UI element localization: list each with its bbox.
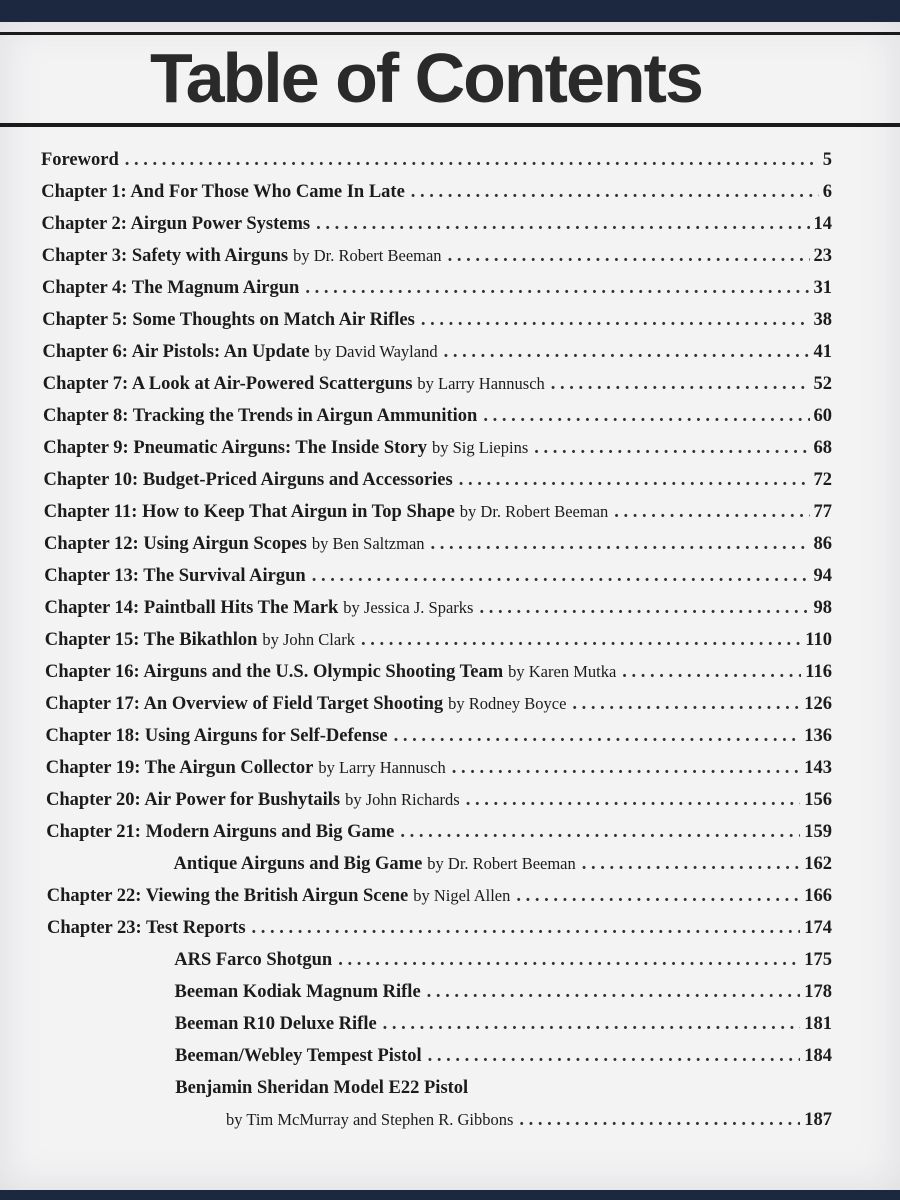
toc-page-number: 126	[804, 694, 832, 714]
toc-page-number: 31	[813, 278, 832, 298]
toc-entry	[46, 758, 832, 779]
toc-entry-author: by Larry Hannusch	[318, 758, 446, 777]
toc-entry-author: by Dr. Robert Beeman	[293, 246, 442, 265]
toc-entry-title: Chapter 23: Test Reports	[47, 918, 246, 938]
dot-leader	[448, 246, 810, 267]
toc-entry-title: Chapter 19: The Airgun Collector	[45, 758, 314, 778]
toc-entry-title: Chapter 16: Airguns and the U.S. Olympic Shooting Team	[45, 662, 504, 682]
dot-leader	[459, 470, 810, 491]
dot-leader	[411, 182, 819, 203]
toc-entry	[43, 406, 832, 427]
dot-leader	[361, 630, 801, 651]
toc-entry-title: Chapter 9: Pneumatic Airguns: The Inside Story	[43, 438, 427, 458]
dot-leader	[572, 694, 800, 715]
toc-entry-author: by Karen Mutka	[508, 662, 617, 681]
dot-leader	[534, 438, 809, 459]
toc-entry	[45, 630, 832, 651]
toc-entry	[175, 982, 833, 1003]
dot-leader	[305, 278, 809, 299]
toc-page-number: 136	[804, 726, 832, 746]
toc-entry-title: Beeman R10 Deluxe Rifle	[174, 1014, 377, 1034]
toc-entry	[45, 694, 832, 715]
toc-entry-title: Chapter 13: The Survival Airgun	[44, 566, 306, 586]
toc-page-number: 175	[804, 950, 832, 970]
toc-page-number: 38	[813, 310, 832, 330]
toc-entry-title: Beeman Kodiak Magnum Rifle	[174, 982, 421, 1002]
dot-leader	[452, 758, 801, 779]
toc-page-number: 110	[805, 630, 832, 650]
toc-page-number: 159	[804, 822, 832, 842]
toc-entry-title: Chapter 21: Modern Airguns and Big Game	[46, 822, 395, 842]
toc-page-number: 72	[813, 470, 832, 490]
toc-entry	[42, 246, 832, 267]
toc-entry-title: Chapter 11: How to Keep That Airgun in Top Shape	[43, 502, 455, 522]
toc-entry-author: by Larry Hannusch	[417, 374, 545, 393]
toc-entry-author: by Dr. Robert Beeman	[459, 502, 609, 521]
toc-page-number: 14	[813, 214, 832, 234]
dot-leader	[252, 918, 801, 939]
toc-page-number: 94	[813, 566, 832, 586]
toc-entry	[175, 1046, 832, 1067]
toc-page-number: 184	[804, 1046, 832, 1066]
toc-page-number: 52	[813, 374, 832, 394]
toc-page-number: 174	[804, 918, 832, 938]
toc-page-number: 60	[813, 406, 832, 426]
toc-entry-title: Chapter 10: Budget-Priced Airguns and Accessories	[43, 470, 453, 490]
dot-leader	[312, 566, 810, 587]
toc-entry-title: Chapter 3: Safety with Airguns	[41, 246, 289, 266]
toc-entry	[41, 150, 832, 171]
toc-entry-title: Chapter 20: Air Power for Bushytails	[46, 790, 341, 810]
toc-entry-title: Chapter 18: Using Airguns for Self-Defense	[45, 726, 388, 746]
toc-page-number: 187	[804, 1110, 832, 1130]
book-page	[0, 22, 900, 1190]
toc-entry	[174, 854, 833, 875]
toc-entry	[175, 1014, 832, 1035]
dot-leader	[316, 214, 809, 235]
toc-page-number: 156	[804, 790, 832, 810]
toc-entry	[41, 182, 832, 203]
dot-leader	[516, 886, 800, 907]
dot-leader	[421, 310, 810, 331]
toc-entry-title: Beeman/Webley Tempest Pistol	[175, 1046, 422, 1066]
toc-entry-title: Chapter 1: And For Those Who Came In Late	[41, 182, 405, 202]
dot-leader	[383, 1014, 801, 1035]
dot-leader	[551, 374, 810, 395]
dot-leader	[431, 534, 810, 555]
toc-entry-title: Chapter 22: Viewing the British Airgun Scene	[46, 886, 409, 906]
toc-entry-title: Antique Airguns and Big Game	[173, 854, 423, 874]
toc-page-number: 178	[804, 982, 832, 1002]
toc-entry-author: by Rodney Boyce	[448, 694, 567, 713]
toc-page-number: 98	[813, 598, 832, 618]
toc-page-number: 68	[813, 438, 832, 458]
top-rule	[0, 32, 900, 35]
toc-entry-title: Foreword	[41, 150, 119, 170]
toc-entry-title: Chapter 12: Using Airgun Scopes	[44, 534, 307, 554]
title-underline	[0, 123, 900, 127]
toc-page-number: 116	[805, 662, 832, 682]
dot-leader	[582, 854, 801, 875]
toc-entry-author: by Jessica J. Sparks	[343, 598, 474, 617]
toc-entry	[47, 918, 832, 939]
toc-entry	[42, 214, 833, 235]
toc-page-number: 77	[813, 502, 832, 522]
toc-entry-continuation	[226, 1110, 832, 1131]
toc-entry	[44, 470, 833, 491]
toc-page-number: 181	[804, 1014, 832, 1034]
toc-entry-title: Chapter 2: Airgun Power Systems	[41, 214, 311, 234]
toc-page-number: 41	[813, 342, 832, 362]
toc-entry-title: Chapter 17: An Overview of Field Target Shooting	[45, 694, 444, 714]
toc-entry	[43, 374, 832, 395]
toc-entry	[46, 822, 832, 843]
toc-entry-title: Chapter 6: Air Pistols: An Update	[42, 342, 310, 362]
toc-page-number: 23	[813, 246, 832, 266]
dot-leader	[479, 598, 809, 619]
toc-page-number: 143	[804, 758, 832, 778]
dot-leader	[622, 662, 801, 683]
dot-leader	[614, 502, 809, 523]
dot-leader	[466, 790, 801, 811]
dot-leader	[444, 342, 810, 363]
toc-page-number: 86	[813, 534, 832, 554]
dot-leader	[400, 822, 800, 843]
toc-entry-author: by Sig Liepins	[431, 438, 529, 457]
toc-entry-title: Benjamin Sheridan Model E22 Pistol	[175, 1078, 469, 1098]
toc-entry-title: Chapter 14: Paintball Hits The Mark	[44, 598, 339, 618]
toc-entry-title: Chapter 15: The Bikathlon	[44, 630, 258, 650]
toc-entry-title: Chapter 7: A Look at Air-Powered Scatterguns	[42, 374, 413, 394]
toc-entry	[45, 662, 832, 683]
toc-entry-title: Chapter 4: The Magnum Airgun	[42, 278, 300, 298]
toc-entry	[44, 566, 832, 587]
toc-entry-author: by Tim McMurray and Stephen R. Gibbons	[226, 1110, 514, 1129]
toc-entry-author: by Ben Saltzman	[311, 534, 425, 553]
dot-leader	[338, 950, 800, 971]
dot-leader	[428, 1046, 801, 1067]
toc-page-number: 166	[804, 886, 832, 906]
toc-entry-author: by Nigel Allen	[413, 886, 511, 905]
toc-entry-author: by John Clark	[262, 630, 355, 649]
dot-leader	[125, 150, 819, 171]
toc-entry	[42, 310, 832, 331]
toc-entry-title: Chapter 8: Tracking the Trends in Airgun Ammunition	[43, 406, 478, 426]
toc-entry	[46, 726, 833, 747]
dot-leader	[483, 406, 809, 427]
toc-page-number: 5	[822, 150, 832, 170]
toc-entry	[46, 790, 832, 811]
toc-entry-title: Chapter 5: Some Thoughts on Match Air Rifles	[42, 310, 415, 330]
toc-entry	[44, 534, 832, 555]
toc-entry	[174, 950, 832, 971]
toc-entry	[45, 598, 833, 619]
toc-entry	[42, 278, 832, 299]
toc-page-number: 162	[804, 854, 832, 874]
toc-entry-title: ARS Farco Shotgun	[174, 950, 333, 970]
toc-entry-author: by David Wayland	[314, 342, 438, 361]
dot-leader	[519, 1110, 800, 1131]
page-title: Table of Contents	[150, 39, 702, 117]
dot-leader	[427, 982, 801, 1003]
dot-leader	[394, 726, 801, 747]
toc-entry-author: by Dr. Robert Beeman	[427, 854, 576, 873]
toc-entry	[47, 886, 832, 907]
toc-entry	[44, 502, 832, 523]
toc-entry	[175, 1078, 832, 1099]
toc-entry	[43, 438, 832, 459]
toc-entry-author: by John Richards	[345, 790, 460, 809]
toc-entry	[43, 342, 833, 363]
toc-page-number: 6	[822, 182, 832, 202]
